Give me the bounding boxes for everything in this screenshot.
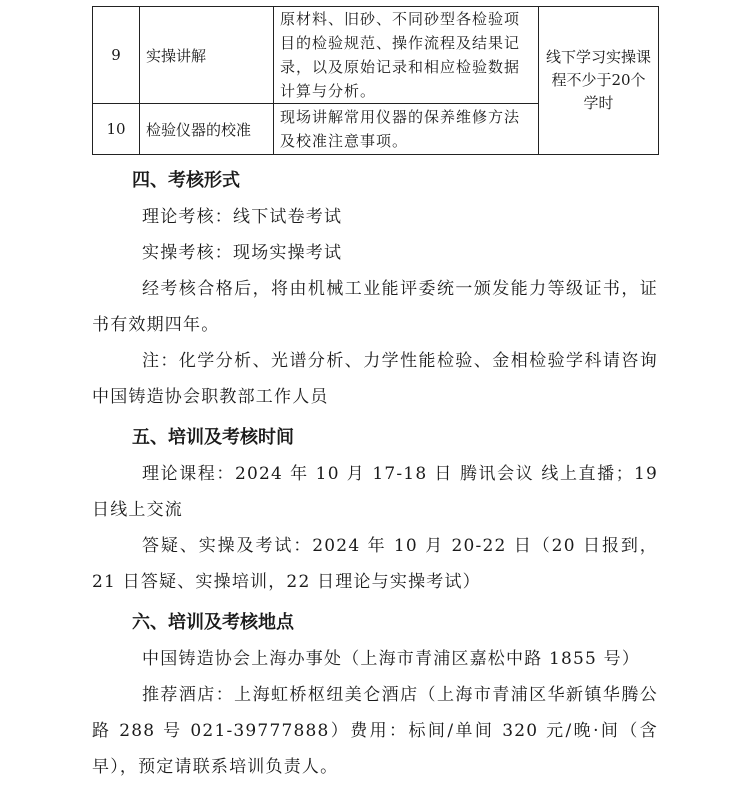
table-row [93,7,659,104]
certificate-text: 经考核合格后，将由机械工业能评委统一颁发能力等级证书，证书有效期四年。 [92,279,658,335]
theory-exam-text: 理论考核：线下试卷考试 [142,207,343,227]
row-number: 10 [93,104,140,155]
section-heading-exam-format: 四、考核形式 [132,170,240,191]
course-content: 原材料、旧砂、不同砂型各检验项目的检验规范、操作流程及结果记录，以及原始记录和相应检验数据计算与分析。 [274,7,539,104]
course-name: 实操讲解 [140,7,274,104]
section-heading-location: 六、培训及考核地点 [132,612,294,633]
course-content: 现场讲解常用仪器的保养维修方法及校准注意事项。 [274,104,539,155]
course-name: 检验仪器的校准 [140,104,274,155]
hotel-text: 推荐酒店：上海虹桥枢纽美仑酒店（上海市青浦区华新镇华腾公路 288 号 021-39777888）费用：标间/单间 320 元/晚·间（含早），预定请联系培训负责人。 [92,685,658,777]
course-note: 线下学习实操课程不少于20个学时 [539,7,659,155]
section-heading-schedule: 五、培训及考核时间 [132,427,294,448]
practical-exam-text: 实操考核：现场实操考试 [142,243,343,263]
venue-text: 中国铸造协会上海办事处（上海市青浦区嘉松中路 1855 号） [142,649,641,669]
consult-note-text: 注：化学分析、光谱分析、力学性能检验、金相检验学科请咨询中国铸造协会职教部工作人员 [92,351,658,407]
document-body [92,163,658,785]
theory-course-time: 理论课程：2024 年 10 月 17-18 日 腾讯会议 线上直播；19 日线上交流 [92,464,658,520]
practical-exam-time: 答疑、实操及考试：2024 年 10 月 20-22 日（20 日报到，21 日答疑、实操培训，22 日理论与实操考试） [92,536,658,592]
training-schedule-table [92,6,659,155]
row-number: 9 [93,7,140,104]
